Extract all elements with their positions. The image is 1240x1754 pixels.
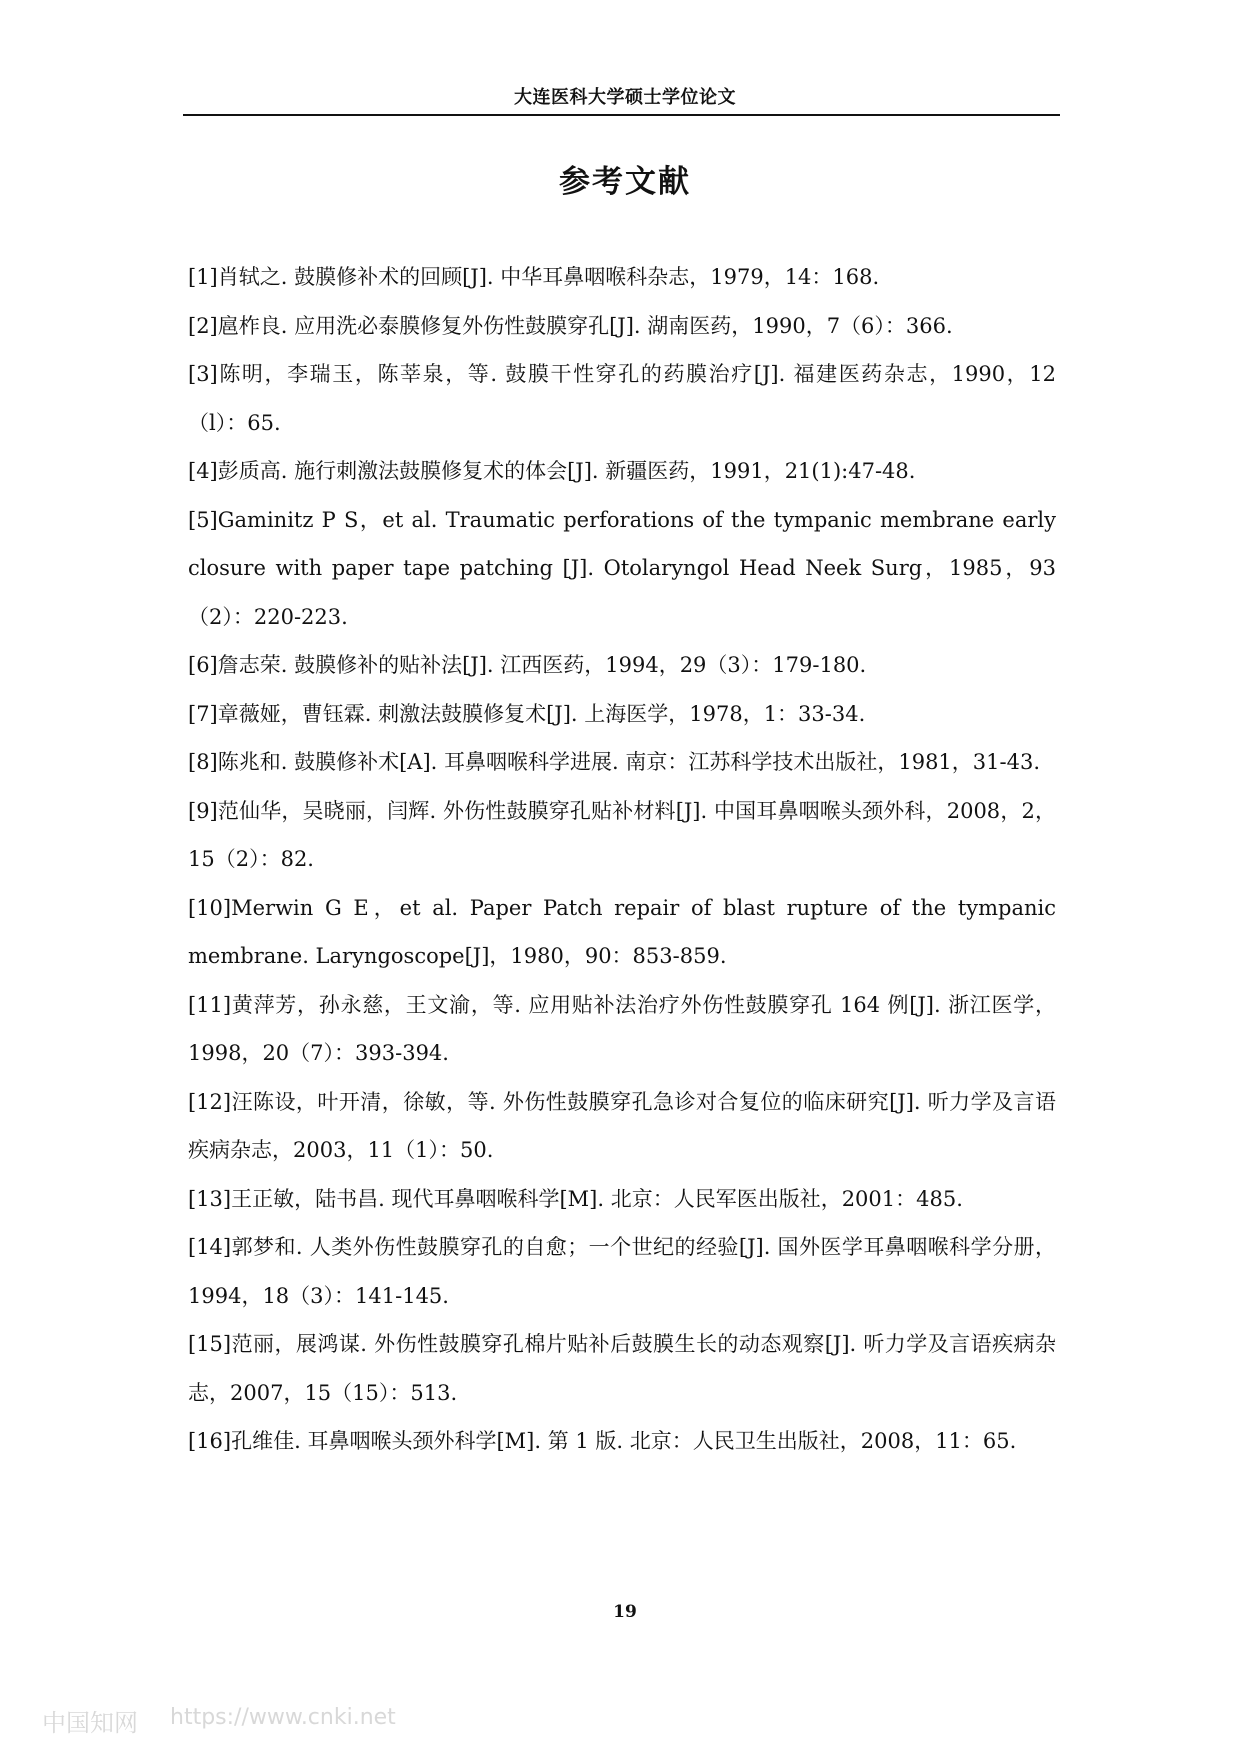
reference-item-14: [14]郭梦和. 人类外伤性鼓膜穿孔的自愈；一个世纪的经验[J]. 国外医学耳鼻咽喉科学分册，1994，18（3）：141-145. bbox=[188, 1235, 1056, 1308]
reference-item-5: [5]Gaminitz P S，et al. Traumatic perforations of the tympanic membrane early closure with paper tape patching [J]. Otolaryngol Head Neek Surg，1985，93（2）：220-223. bbox=[188, 507, 1056, 629]
reference-list bbox=[188, 253, 1056, 1466]
page-header: 大连医科大学硕士学位论文 bbox=[514, 87, 736, 108]
cnki-watermark-url: https://www.cnki.net bbox=[170, 1705, 396, 1730]
page-number: 19 bbox=[613, 1602, 637, 1622]
reference-item-2: [2]扈柞良. 应用洗必泰膜修复外伤性鼓膜穿孔[J]. 湖南医药，1990，7（6）：366. bbox=[188, 313, 953, 338]
reference-item-4: [4]彭质高. 施行刺激法鼓膜修复术的体会[J]. 新疆医药，1991，21(1):47-48. bbox=[188, 459, 916, 483]
cnki-watermark-logo: 中国知网 bbox=[42, 1709, 138, 1737]
reference-item-9: [9]范仙华，吴晓丽，闫辉. 外伤性鼓膜穿孔贴补材料[J]. 中国耳鼻咽喉头颈外科，2008，2，15（2）：82. bbox=[188, 798, 1056, 871]
reference-item-11: [11]黄萍芳，孙永慈，王文渝，等. 应用贴补法治疗外伤性鼓膜穿孔 164 例[J]. 浙江医学，1998，20（7）：393-394. bbox=[188, 992, 1056, 1065]
reference-item-15: [15]范丽，展鸿谋. 外伤性鼓膜穿孔棉片贴补后鼓膜生长的动态观察[J]. 听力学及言语疾病杂志，2007，15（15）：513. bbox=[188, 1332, 1056, 1405]
reference-item-8: [8]陈兆和. 鼓膜修补术[A]. 耳鼻咽喉科学进展. 南京：江苏科学技术出版社，1981，31-43. bbox=[188, 750, 1041, 774]
reference-item-3: [3]陈明，李瑞玉，陈莘泉，等. 鼓膜干性穿孔的药膜治疗[J]. 福建医药杂志，1990，12（l）：65. bbox=[188, 362, 1056, 435]
section-title: 参考文献 bbox=[559, 164, 691, 200]
reference-item-13: [13]王正敏，陆书昌. 现代耳鼻咽喉科学[M]. 北京：人民军医出版社，2001：485. bbox=[188, 1186, 963, 1211]
reference-item-7: [7]章薇娅，曹钰霖. 刺激法鼓膜修复术[J]. 上海医学，1978，1：33-34. bbox=[188, 701, 866, 726]
header-rule bbox=[183, 114, 1060, 116]
reference-item-1: [1]肖轼之. 鼓膜修补术的回顾[J]. 中华耳鼻咽喉科杂志，1979，14：168. bbox=[188, 265, 880, 289]
reference-item-16: [16]孔维佳. 耳鼻咽喉头颈外科学[M]. 第 1 版. 北京：人民卫生出版社，2008，11：65. bbox=[188, 1429, 1017, 1453]
reference-item-12: [12]汪陈设，叶开清，徐敏，等. 外伤性鼓膜穿孔急诊对合复位的临床研究[J]. 听力学及言语疾病杂志，2003，11（1）：50. bbox=[188, 1089, 1056, 1162]
reference-item-10: [10]Merwin G E，et al. Paper Patch repair of blast rupture of the tympanic membrane. Laryngoscope[J]，1980，90：853-859. bbox=[188, 895, 1056, 968]
reference-item-6: [6]詹志荣. 鼓膜修补的贴补法[J]. 江西医药，1994，29（3）：179-180. bbox=[188, 653, 867, 677]
